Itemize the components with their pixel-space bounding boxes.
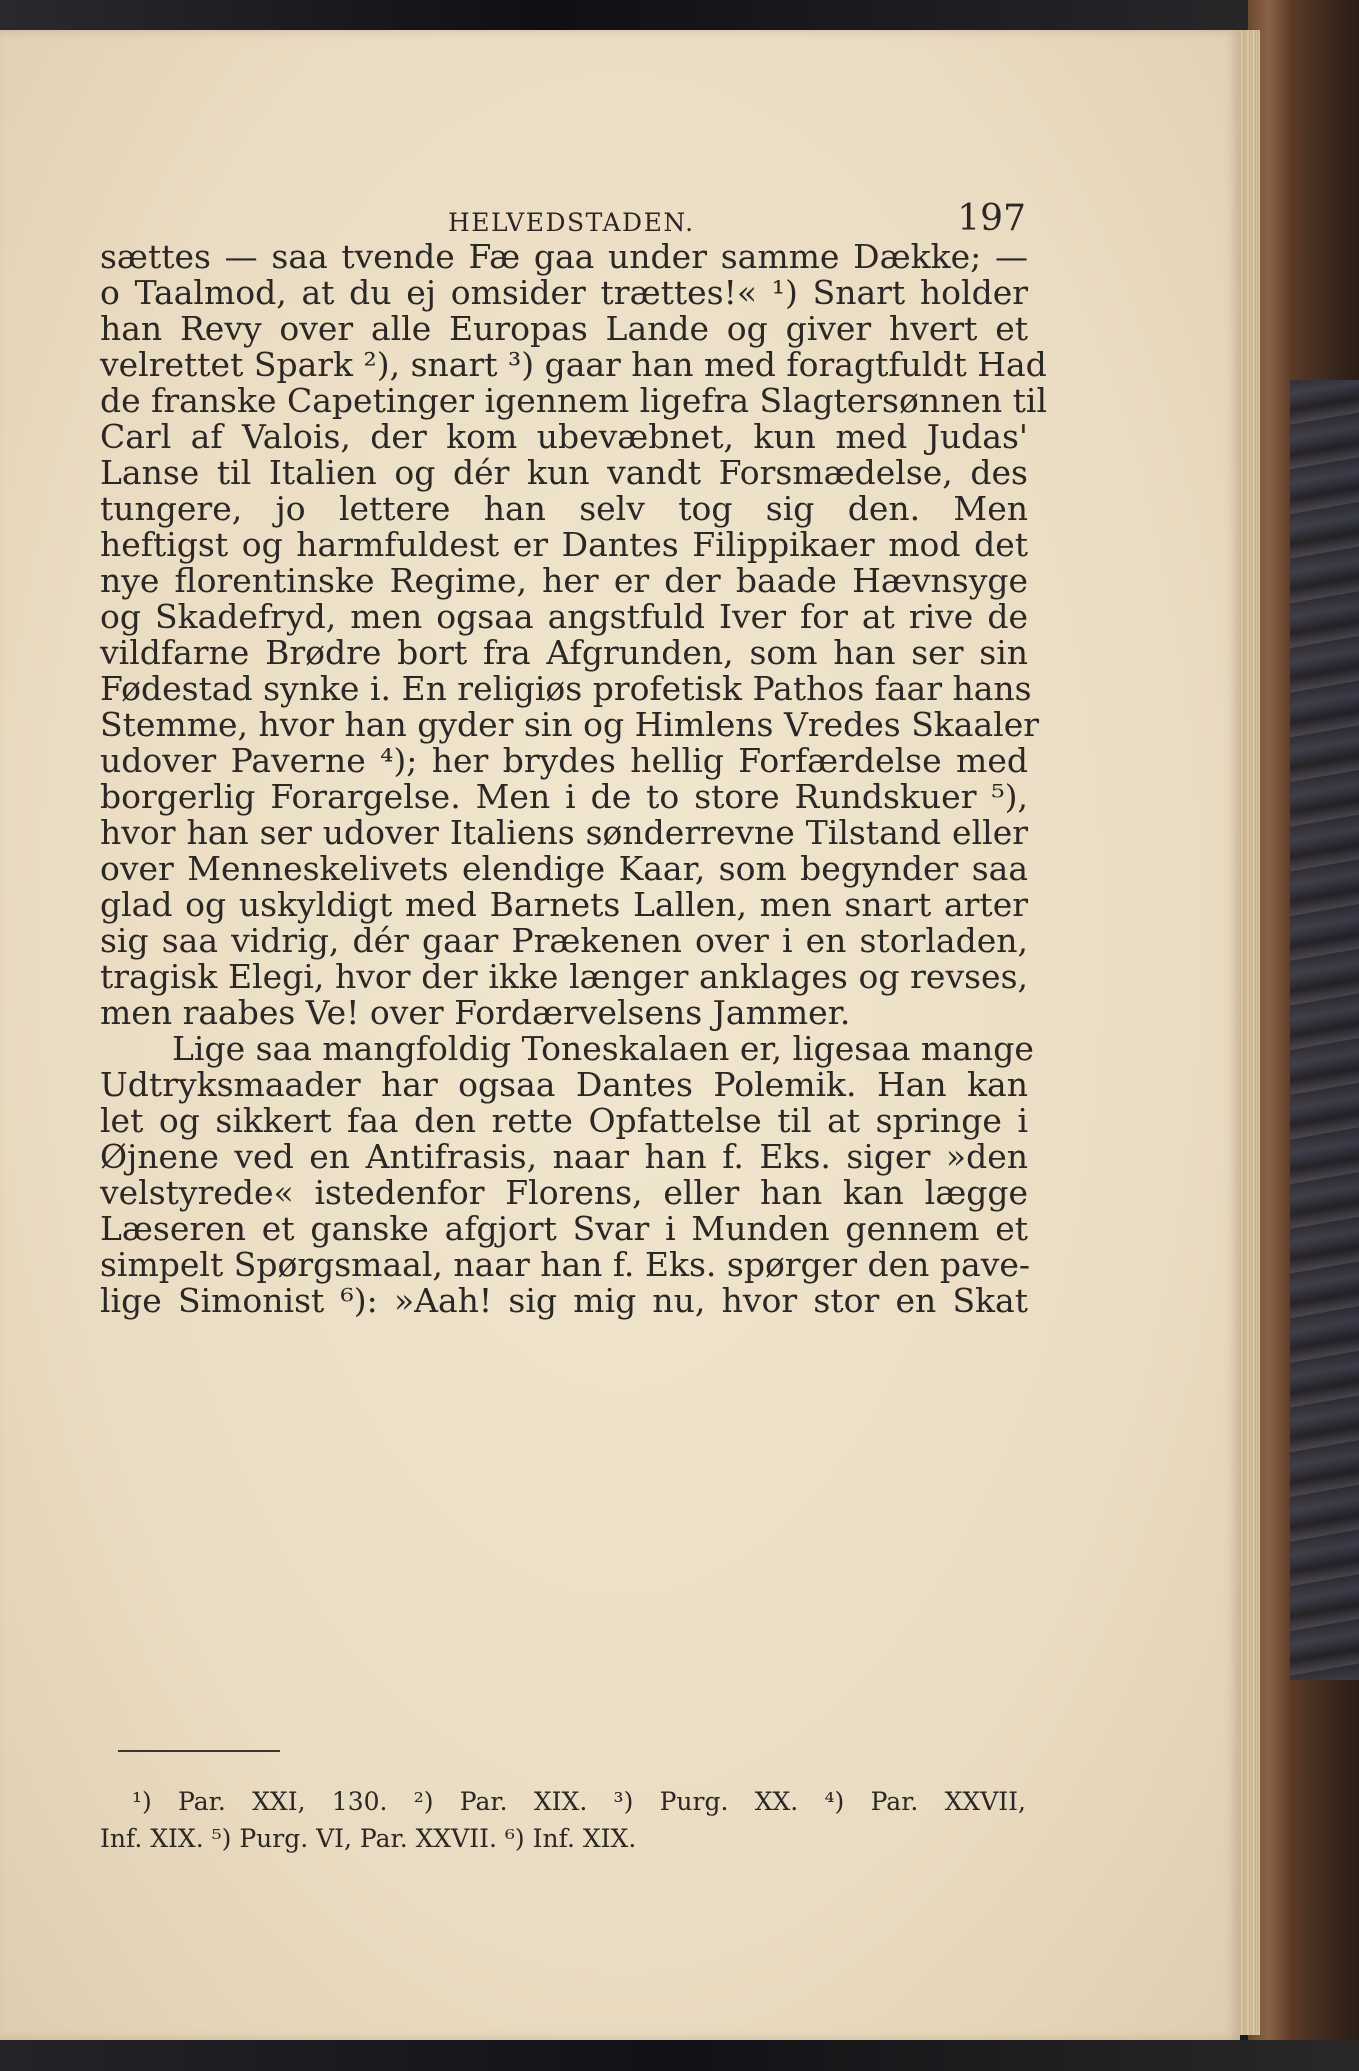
body-line: Lige saa mangfoldig Toneskalaen er, ligesaa mange bbox=[172, 1029, 1034, 1068]
body-line: Carl af Valois, der kom ubevæbnet, kun med Judas' bbox=[100, 417, 1028, 456]
body-line: Læseren et ganske afgjort Svar i Munden gennem et bbox=[100, 1209, 1028, 1248]
scan-background-bottom bbox=[0, 2040, 1359, 2071]
body-line: borgerlig Forargelse. Men i de to store Rundskuer ⁵), bbox=[100, 777, 1028, 816]
scan-background-top bbox=[0, 0, 1359, 32]
body-line: heftigst og harmfuldest er Dantes Filippikaer mod det bbox=[100, 525, 1028, 564]
footnote-rule bbox=[118, 1750, 280, 1752]
footnote-line: Inf. XIX. ⁵) Purg. VI, Par. XXVII. ⁶) Inf. XIX. bbox=[100, 1824, 637, 1853]
body-line: de franske Capetinger igennem ligefra Slagtersønnen til bbox=[100, 381, 1047, 420]
body-line: og Skadefryd, men ogsaa angstfuld Iver for at rive de bbox=[100, 597, 1028, 636]
body-line: udover Paverne ⁴); her brydes hellig Forfærdelse med bbox=[100, 741, 1028, 780]
body-line: over Menneskelivets elendige Kaar, som begynder saa bbox=[100, 849, 1028, 888]
body-line: hvor han ser udover Italiens sønderrevne Tilstand eller bbox=[100, 813, 1028, 852]
page-number: 197 bbox=[957, 198, 1026, 239]
body-line: Fødestad synke i. En religiøs profetisk Pathos faar hans bbox=[100, 669, 1032, 708]
body-line: vildfarne Brødre bort fra Afgrunden, som han ser sin bbox=[100, 633, 1028, 672]
body-line: tungere, jo lettere han selv tog sig den. Men bbox=[100, 489, 1028, 528]
body-line: simpelt Spørgsmaal, naar han f. Eks. spørger den pave- bbox=[100, 1245, 1031, 1284]
body-line: velstyrede« istedenfor Florens, eller han kan lægge bbox=[100, 1173, 1028, 1212]
footnote-line: ¹) Par. XXI, 130. ²) Par. XIX. ³) Purg. XX. ⁴) Par. XXVII, bbox=[132, 1787, 1026, 1816]
body-line: Stemme, hvor han gyder sin og Himlens Vredes Skaaler bbox=[100, 705, 1040, 744]
body-line: let og sikkert faa den rette Opfattelse til at springe i bbox=[100, 1101, 1028, 1140]
body-line: nye florentinske Regime, her er der baade Hævnsyge bbox=[100, 561, 1028, 600]
body-line: velrettet Spark ²), snart ³) gaar han med foragtfuldt Had bbox=[100, 345, 1047, 384]
body-line: o Taalmod, at du ej omsider trættes!« ¹) Snart holder bbox=[100, 273, 1028, 312]
body-line: Lanse til Italien og dér kun vandt Forsmædelse, des bbox=[100, 453, 1028, 492]
body-line: Øjnene ved en Antifrasis, naar han f. Eks. siger »den bbox=[100, 1137, 1028, 1176]
book-page bbox=[0, 30, 1240, 2040]
body-line: men raabes Ve! over Fordærvelsens Jammer. bbox=[100, 993, 851, 1032]
body-line: sig saa vidrig, dér gaar Prækenen over i en storladen, bbox=[100, 921, 1028, 960]
body-line: han Revy over alle Europas Lande og giver hvert et bbox=[100, 309, 1028, 348]
body-line: lige Simonist ⁶): »Aah! sig mig nu, hvor stor en Skat bbox=[100, 1281, 1028, 1320]
running-head: HELVEDSTADEN. bbox=[448, 208, 695, 237]
body-line: sættes — saa tvende Fæ gaa under samme Dække; — bbox=[100, 237, 1028, 276]
marbled-cover-pattern bbox=[1290, 380, 1359, 1680]
body-line: Udtryksmaader har ogsaa Dantes Polemik. Han kan bbox=[100, 1065, 1028, 1104]
body-line: glad og uskyldigt med Barnets Lallen, men snart arter bbox=[100, 885, 1028, 924]
body-line: tragisk Elegi, hvor der ikke længer anklages og revses, bbox=[100, 957, 1028, 996]
